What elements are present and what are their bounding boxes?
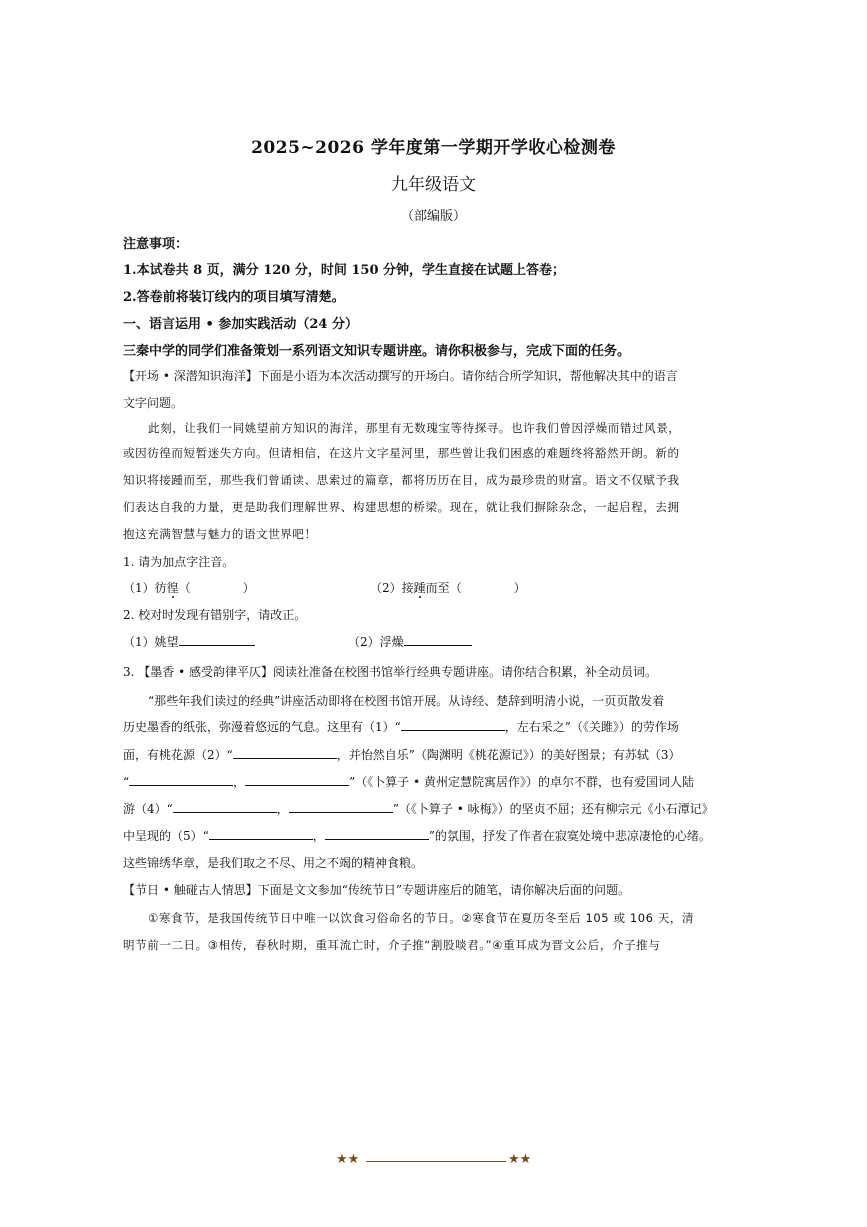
question-3-line-1: “那些年我们读过的经典”讲座活动即将在校图书馆开展。从诗经、楚辞到明清小说，一页页散发着 xyxy=(148,694,665,708)
q2-answer-blank-1[interactable] xyxy=(179,633,255,646)
q3-blank-4b[interactable] xyxy=(289,800,393,813)
opening-paragraph-line-3: 知识将接踵而至，那些我们曾诵读、思索过的篇章，都将历历在目，成为最珍贵的财富。语文不仅赋予我 xyxy=(123,473,680,487)
footer-stars-left: ★★ xyxy=(336,1152,360,1167)
q3-blank-5b[interactable] xyxy=(325,827,429,840)
festival-paragraph-line-1: ①寒食节，是我国传统节日中唯一以饮食习俗命名的节日。②寒食节在夏历冬至后 105 或 106 天，清 xyxy=(148,911,695,925)
exam-edition: （部编版） xyxy=(400,209,466,224)
notice-item-2: 2.答卷前将装订线内的项目填写清楚。 xyxy=(123,290,345,305)
notice-heading: 注意事项： xyxy=(123,237,189,252)
q1-answer-blank-2[interactable] xyxy=(462,580,514,592)
footer-decoration xyxy=(336,1154,536,1168)
question-3-line-4: “ ， ”（《卜算子 • 黄州定慧院寓居作》）的卓尔不群，也有爱国词人陆 xyxy=(123,775,695,789)
question-2-stem: 2. 校对时发现有错别字，请改正。 xyxy=(123,608,307,622)
question-3-line-7: 这些锦绣华章，是我们取之不尽、用之不竭的精神食粮。 xyxy=(123,856,424,870)
question-1-stem: 1. 请为加点字注音。 xyxy=(123,555,235,569)
question-3-line-3: 面，有桃花源（2）“ ，并怡然自乐”（陶渊明《桃花源记》）的美好图景；有苏轼（3） xyxy=(123,748,681,762)
opening-paragraph-line-1: 此刻，让我们一同姚望前方知识的海洋，那里有无数瑰宝等待探寻。也许我们曾因浮燥而错过风景， xyxy=(148,421,681,435)
section-1-intro: 三秦中学的同学们准备策划一系列语文知识专题讲座。请你积极参与，完成下面的任务。 xyxy=(123,344,631,359)
festival-paragraph-line-2: 明节前一二日。③相传，春秋时期，重耳流亡时，介子推“割股啖君。”④重耳成为晋文公后，介子推与 xyxy=(123,938,661,952)
part-festival-intro: 【节日 • 触碰古人情思】下面是文文参加“传统节日”专题讲座后的随笔，请你解决后面的问题。 xyxy=(123,883,630,897)
q3-blank-2[interactable] xyxy=(233,746,337,759)
exam-subtitle: 九年级语文 xyxy=(391,175,476,195)
part-open-intro-line-2: 文字问题。 xyxy=(123,396,184,410)
q1-answer-blank-1[interactable] xyxy=(191,580,243,592)
question-1-part-2: （2）接踵而至（ ） xyxy=(370,581,526,595)
question-2-part-1: （1）姚望 xyxy=(123,633,255,650)
opening-paragraph-line-4: 们表达自我的力量，更是助我们理解世界、构建思想的桥梁。现在，就让我们摒除杂念，一起启程，去拥 xyxy=(123,500,680,514)
q2-answer-blank-2[interactable] xyxy=(404,633,472,646)
opening-paragraph-line-2: 或因彷徨而短暂迷失方向。但请相信，在这片文字星河里，那些曾让我们困惑的难题终将豁然开朗。新的 xyxy=(123,446,680,460)
q1-dotted-char: 徨 xyxy=(166,581,179,595)
question-2-part-2: （2）浮燥 xyxy=(348,633,472,650)
question-3-stem: 3. 【墨香 • 感受韵律平仄】阅读社准备在校图书馆举行经典专题讲座。请你结合积累，补全动员词。 xyxy=(123,665,657,679)
q3-blank-5a[interactable] xyxy=(209,827,313,840)
part-open-intro-line-1: 【开场 • 深潜知识海洋】下面是小语为本次活动撰写的开场白。请你结合所学知识，帮他解决其中的语言 xyxy=(123,369,678,383)
question-3-line-2: 历史墨香的纸张，弥漫着悠远的气息。这里有（1）“ ，左右采之”（《关雎》）的劳作场 xyxy=(123,720,679,734)
exam-title: 2025~2026 学年度第一学期开学收心检测卷 xyxy=(251,138,616,158)
question-1-part-1: （1）彷徨（ ） xyxy=(123,581,255,595)
q3-blank-1[interactable] xyxy=(401,718,505,731)
q3-blank-3b[interactable] xyxy=(245,773,349,786)
notice-item-1: 1.本试卷共 8 页，满分 120 分，时间 150 分钟，学生直接在试题上答卷； xyxy=(123,263,566,278)
q1-dotted-char-2: 踵 xyxy=(413,581,426,595)
q3-blank-4a[interactable] xyxy=(173,800,277,813)
q1-word-1: 彷 xyxy=(154,581,167,595)
question-3-line-5: 游（4）“ ， ”（《卜算子 • 咏梅》）的坚贞不屈；还有柳宗元《小石潭记》 xyxy=(123,802,714,816)
section-1-heading: 一、语言运用 • 参加实践活动（24 分） xyxy=(123,317,358,332)
opening-paragraph-line-5: 抱这充满智慧与魅力的语文世界吧！ xyxy=(123,527,317,541)
footer-stars-right: ★★ xyxy=(508,1152,532,1167)
question-3-line-6: 中呈现的（5）“ ， ”的氛围，抒发了作者在寂寞处境中悲凉凄怆的心绪。 xyxy=(123,829,711,843)
footer-divider xyxy=(366,1161,506,1162)
q3-blank-3a[interactable] xyxy=(129,773,233,786)
